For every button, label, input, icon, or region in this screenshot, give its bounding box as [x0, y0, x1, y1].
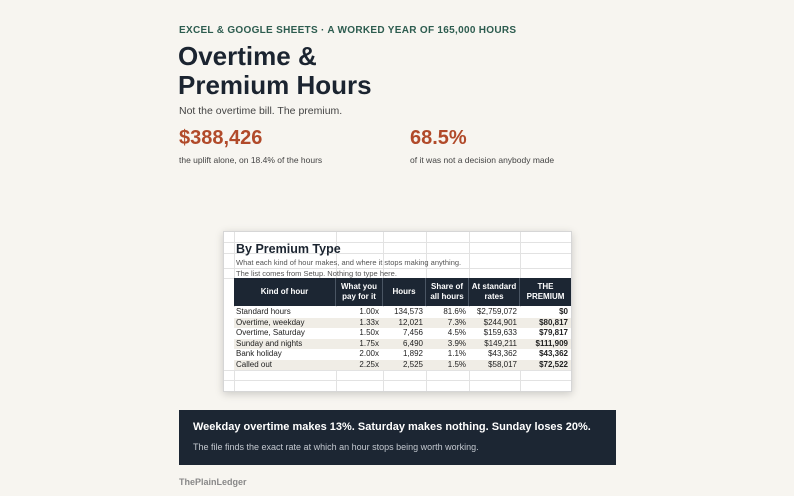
eyebrow: EXCEL & GOOGLE SHEETS · A WORKED YEAR OF 165,000 HOURS: [179, 25, 517, 36]
table-cell: $58,017: [488, 359, 517, 369]
table-cell: 6,490: [402, 338, 423, 348]
banner-body: The file finds the exact rate at which an hour stops being worth working.: [193, 442, 479, 452]
table-cell: Standard hours: [236, 307, 291, 316]
table-cell: $111,909: [535, 338, 568, 348]
table-cell: Overtime, weekday: [236, 317, 305, 327]
table-cell: 1.1%: [447, 349, 466, 358]
table-cell: $149,211: [484, 338, 517, 348]
table-cell: 12,021: [398, 317, 423, 327]
table-cell: 1.33x: [359, 317, 379, 327]
table-cell: $0: [559, 307, 568, 316]
brand-footer: ThePlainLedger: [179, 477, 247, 487]
table-cell: Bank holiday: [236, 349, 282, 358]
sheet-note: The list comes from Setup. Nothing to type here.: [236, 269, 397, 278]
subtitle: Not the overtime bill. The premium.: [179, 105, 343, 117]
table-cell: $43,362: [488, 349, 517, 358]
table-cell: Called out: [236, 359, 273, 369]
stat-value: $388,426: [179, 127, 263, 149]
table-cell: $2,759,072: [476, 307, 517, 316]
table-cell: 7,456: [402, 328, 423, 337]
table-cell: 1.5%: [447, 359, 466, 369]
table-cell: 2.25x: [359, 359, 379, 369]
column-header: THE PREMIUM: [520, 278, 571, 306]
table-row: [234, 328, 571, 339]
stat-description: the uplift alone, on 18.4% of the hours: [179, 155, 323, 165]
table-cell: 3.9%: [447, 338, 466, 348]
table-cell: 4.5%: [447, 328, 466, 337]
page-title: [178, 42, 372, 100]
stat-uplift: [179, 127, 322, 165]
column-header: At standard rates: [469, 278, 520, 306]
title-line-1: Overtime &: [178, 41, 317, 71]
table-cell: $43,362: [539, 349, 568, 358]
table-cell: 81.6%: [443, 307, 466, 316]
table-cell: 134,573: [394, 307, 423, 316]
table-cell: 1.50x: [359, 328, 379, 337]
table-cell: Sunday and nights: [236, 338, 303, 348]
banner-headline: Weekday overtime makes 13%. Saturday makes nothing. Sunday loses 20%.: [193, 421, 591, 433]
stat-description: of it was not a decision anybody made: [410, 155, 555, 165]
table-cell: $79,817: [539, 328, 568, 337]
table-row: [234, 307, 571, 318]
table-row: [234, 318, 571, 329]
callout-banner: [179, 410, 616, 465]
table-cell: 2,525: [402, 359, 423, 369]
sheet-note: What each kind of hour makes, and where it stops making anything.: [236, 258, 462, 267]
table-row: [234, 339, 571, 350]
table-cell: 2.00x: [359, 349, 379, 358]
table-cell: 1.00x: [359, 307, 379, 316]
table-cell: $244,901: [483, 317, 517, 327]
column-header: What you pay for it: [336, 278, 383, 306]
spreadsheet-preview: [223, 231, 572, 392]
column-header: Kind of hour: [234, 278, 336, 306]
table-row: [234, 360, 571, 371]
sheet-title: By Premium Type: [236, 242, 341, 256]
table-cell: Overtime, Saturday: [236, 328, 305, 337]
column-header: Hours: [383, 278, 426, 306]
table-cell: 1,892: [402, 349, 423, 358]
stat-share: [410, 127, 554, 165]
table-row: [234, 349, 571, 360]
table-cell: $72,522: [539, 359, 568, 369]
table-cell: 7.3%: [447, 317, 466, 327]
title-line-2: Premium Hours: [178, 70, 372, 100]
stat-value: 68.5%: [410, 127, 467, 149]
column-header: Share of all hours: [426, 278, 469, 306]
table-cell: 1.75x: [359, 338, 379, 348]
table-cell: $80,817: [539, 317, 568, 327]
table-cell: $159,633: [483, 328, 517, 337]
